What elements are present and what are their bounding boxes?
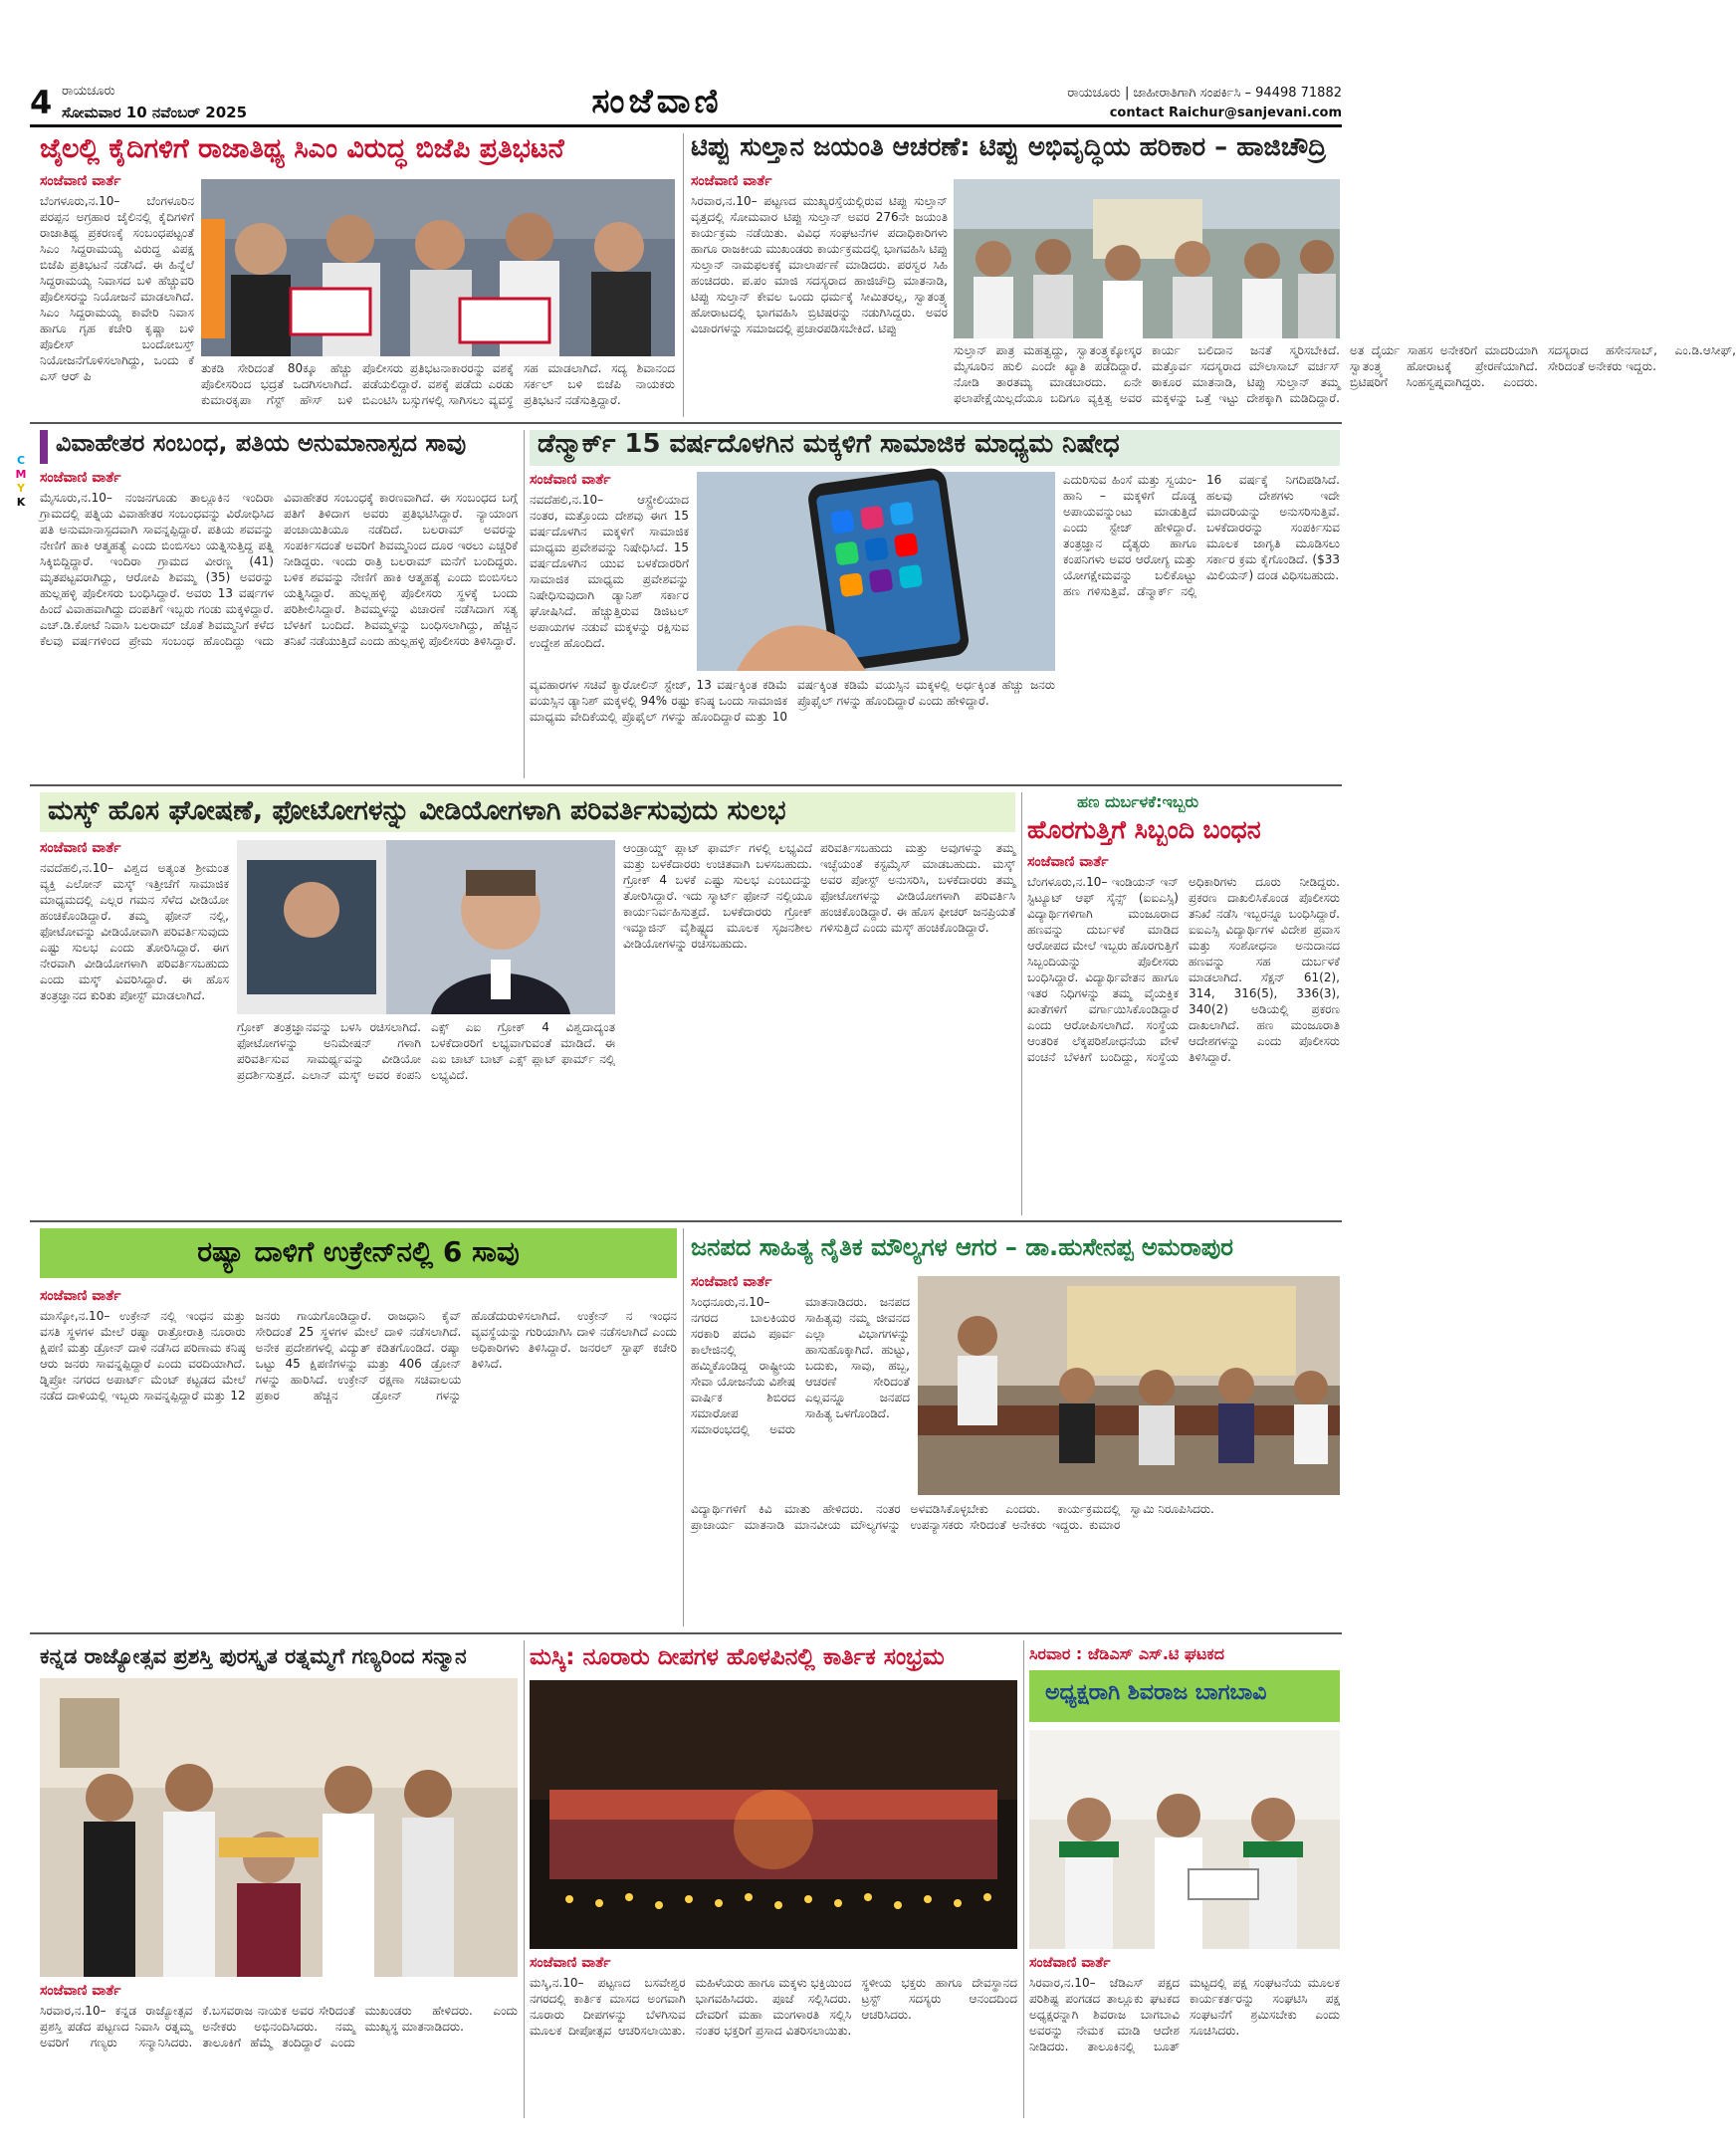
byline: ಸಂಜೆವಾಣಿ ವಾರ್ತೆ	[40, 1288, 121, 1304]
headline-denmark: ಡೆನ್ಮಾರ್ಕ್ 15 ವರ್ಷದೊಳಗಿನ ಮಕ್ಕಳಿಗೆ ಸಾಮಾಜಿಕ ಮಾಧ್ಯಮ ನಿಷೇಧ	[530, 430, 1340, 466]
byline: ಸಂಜೆವಾಣಿ ವಾರ್ತೆ	[40, 1983, 121, 1999]
byline: ಸಂಜೆವಾಣಿ ವಾರ್ತೆ	[40, 470, 121, 486]
article-jail	[40, 133, 677, 417]
newspaper-logo: ಸಂಜೆವಾಣಿ	[591, 82, 723, 121]
body-janapada-1: ಸಿಂಧನೂರು,ನ.10– ನಗರದ ಬಾಲಕಿಯರ ಸರಕಾರಿ ಪದವಿ ಪೂರ್ವ ಕಾಲೇಜಿನಲ್ಲಿ ಹಮ್ಮಿಕೊಂಡಿದ್ದ ರಾಷ್ಟ್ರೀಯ ಸೇವಾ ಯೋಜನೆಯ ವಿಶೇಷ ವಾರ್ಷಿಕ ಶಿಬಿರದ ಸಮಾರೋಪ ಸಮಾರಂಭದಲ್ಲಿ ಅವರು ಮಾತನಾಡಿದರು. ಜನಪದ ಸಾಹಿತ್ಯವು ನಮ್ಮ ಜೀವನದ ಎಲ್ಲಾ ವಿಭಾಗಗಳನ್ನು ಹಾಸುಹೊಕ್ಕಾಗಿದೆ. ಹುಟ್ಟು, ಬದುಕು, ಸಾವು, ಹಬ್ಬ, ಆಚರಣೆ ಸೇರಿದಂತೆ ಎಲ್ಲವನ್ನೂ ಜನಪದ ಸಾಹಿತ್ಯ ಒಳಗೊಂಡಿದೆ.	[691, 1295, 910, 1436]
kicker-jds: ಸಿರವಾರ : ಜೆಡಿಎಸ್ ಎಸ್.ಟಿ ಘಟಕದ	[1029, 1644, 1224, 1663]
kicker-bank: ಹಣ ದುರ್ಬಳಕೆ:ಇಬ್ಬರು	[1077, 792, 1199, 811]
body-musk-4: ಪರಿವರ್ತಿಸಬಹುದು ಮತ್ತು ಅವುಗಳನ್ನು ತಮ್ಮ ಇಚ್ಛೆಯಂತೆ ಕಸ್ಟಮೈಸ್ ಮಾಡಬಹುದು. ಮಸ್ಕ್ ಅವರ ಪೋಸ್ಟ್ ಅನುಸರಿಸಿ, ಬಳಕೆದಾರರು ತಮ್ಮ ಫೋಟೋಗಳನ್ನು ವೀಡಿಯೋಗಳಾಗಿ ಪರಿವರ್ತಿಸಿ ಹಂಚಿಕೊಂಡಿದ್ದಾರೆ. ಈ ಹೊಸ ಫೀಚರ್ ಜನಪ್ರಿಯತೆ ಗಳಿಸುತ್ತಿದೆ ಎಂದು ಮಸ್ಕ್ ಹಂಚಿಕೊಂಡಿದ್ದಾರೆ.	[820, 841, 1015, 935]
article-affair	[40, 430, 518, 778]
photo-elon-musk	[237, 840, 615, 1014]
article-maski	[530, 1640, 1017, 2118]
edition-city: ರಾಯಚೂರು	[62, 84, 115, 99]
byline: ಸಂಜೆವಾಣಿ ವಾರ್ತೆ	[1027, 854, 1109, 870]
article-tipu	[691, 132, 1736, 417]
body-musk-3: ಆಂಡ್ರಾಯ್ಡ್ ಪ್ಲಾಟ್ ಫಾರ್ಮ್ ಗಳಲ್ಲಿ ಲಭ್ಯವಿದೆ ಮತ್ತು ಬಳಕೆದಾರರು ಉಚಿತವಾಗಿ ಬಳಸಬಹುದು. ಗ್ರೋಕ್ 4 ಬಳಕೆ ಎಷ್ಟು ಸುಲಭ ಎಂಬುದನ್ನು ತೋರಿಸಿದ್ದಾರೆ. ಇದು ಸ್ಮಾರ್ಟ್ ಫೋನ್ ನಲ್ಲಿಯೂ ಕಾರ್ಯನಿರ್ವಹಿಸುತ್ತದೆ. ಬಳಕೆದಾರರು ಗ್ರೋಕ್ ಇಮ್ಯಾಜಿನ್ ವೈಶಿಷ್ಟ್ಯದ ಮೂಲಕ ಸೃಜನಶೀಲ ವೀಡಿಯೋಗಳನ್ನು ರಚಿಸಬಹುದು.	[623, 841, 812, 951]
column-divider	[1023, 1640, 1024, 2118]
column-divider	[683, 1228, 684, 1626]
body-tipu-2: ಸುಲ್ತಾನ್ ಪಾತ್ರ ಮಹತ್ವದ್ದು, ಸ್ವಾತಂತ್ರ್ಯಕ್ಕೋಸ್ಕರ ಮೈಸೂರಿನ ಹುಲಿ ಎಂದೇ ಖ್ಯಾತಿ ಪಡೆದಿದ್ದಾರೆ. ನೋಡಿ ತಾರತಮ್ಯ ಮಾಡಬಾರದು. ಏನೇ ಫಲಾಪೇಕ್ಷೆಯಿಲ್ಲದೆಯೂ ಬದಿಗೂ ವ್ಯಕ್ತಿತ್ವ ಅವರ ಕಾರ್ಯ ಬಲಿದಾನ ಜನತೆ ಸ್ಮರಿಸಬೇಕಿದೆ. ಮತ್ತೊರ್ವ ಸದಸ್ಯರಾದ ಮೌಲಾಸಾಬ್ ವರ್ಚಸ್ ಠಾಕೂರ ಮಾತನಾಡಿ, ಟಿಪ್ಪು ಸುಲ್ತಾನ್ ತಮ್ಮ ಮಕ್ಕಳನ್ನು ಒತ್ತೆ ಇಟ್ಟು ದೇಶಕ್ಕಾಗಿ ಮಡಿದಿದ್ದಾರೆ. ಅತ ದೈರ್ಯ ಸಾಹಸ ಅನೇಕರಿಗೆ ಮಾದರಿಯಾಗಿ ಸ್ವಾತಂತ್ರ್ಯ ಹೋರಾಟಕ್ಕೆ ಪ್ರೇರಣೆಯಾಗಿದೆ. ಬ್ರಿಟಿಷರಿಗೆ ಸಿಂಹಸ್ವಪ್ನವಾಗಿದ್ದರು. ಎಂದರು. ಸದಸ್ಯರಾದ ಹಸೇನಸಾಬ್, ಎಂ.ಡಿ.ಆಸೀಫ್, ಸೇರಿದಂತೆ ಅನೇಕರು ಇದ್ದರು.	[954, 343, 1736, 405]
body-bank: ಬೆಂಗಳೂರು,ನ.10– ಇಂಡಿಯನ್ ಇನ್ ಸ್ಟಿಟ್ಯೂಟ್ ಆಫ್ ಸೈನ್ಸ್ (ಐಐಎಸ್ಸಿ) ವಿದ್ಯಾರ್ಥಿಗಳಿಗಾಗಿ ಮಂಜೂರಾದ ಹಣವನ್ನು ದುರ್ಬಳಕೆ ಮಾಡಿದ ಆರೋಪದ ಮೇಲೆ ಇಬ್ಬರು ಹೊರಗುತ್ತಿಗೆ ಸಿಬ್ಬಂದಿಯನ್ನು ಪೊಲೀಸರು ಬಂಧಿಸಿದ್ದಾರೆ. ವಿದ್ಯಾರ್ಥಿವೇತನ ಹಾಗೂ ಇತರ ನಿಧಿಗಳನ್ನು ತಮ್ಮ ವೈಯಕ್ತಿಕ ಖಾತೆಗಳಿಗೆ ವರ್ಗಾಯಿಸಿಕೊಂಡಿದ್ದಾರೆ ಎಂದು ಆರೋಪಿಸಲಾಗಿದೆ. ಸಂಸ್ಥೆಯ ಆಂತರಿಕ ಲೆಕ್ಕಪರಿಶೋಧನೆಯ ವೇಳೆ ವಂಚನೆ ಬೆಳಕಿಗೆ ಬಂದಿದ್ದು, ಸಂಸ್ಥೆಯ ಅಧಿಕಾರಿಗಳು ದೂರು ನೀಡಿದ್ದರು. ಪ್ರಕರಣ ದಾಖಲಿಸಿಕೊಂಡ ಪೊಲೀಸರು ತನಿಖೆ ನಡೆಸಿ ಇಬ್ಬರನ್ನೂ ಬಂಧಿಸಿದ್ದಾರೆ. ಐಐಎಸ್ಸಿ ವಿದ್ಯಾರ್ಥಿಗಳ ವಿದೇಶ ಪ್ರವಾಸ ಮತ್ತು ಸಂಶೋಧನಾ ಅನುದಾನದ ಹಣವನ್ನು ಸಹ ದುರ್ಬಳಕೆ ಮಾಡಲಾಗಿದೆ. ಸೆಕ್ಷನ್ 61(2), 314, 316(5), 336(3), 340(2) ಅಡಿಯಲ್ಲಿ ಪ್ರಕರಣ ದಾಖಲಾಗಿದೆ. ಹಣ ಮಂಜೂರಾತಿ ಆದೇಶಗಳನ್ನು ಎಂದು ಪೊಲೀಸರು ತಿಳಿಸಿದ್ದಾರೆ.	[1027, 875, 1340, 1064]
masthead	[30, 82, 1342, 127]
byline: ಸಂಜೆವಾಣಿ ವಾರ್ತೆ	[40, 840, 121, 856]
body-jds: ಸಿರವಾರ,ನ.10– ಜೆಡಿಎಸ್ ಪಕ್ಷದ ಪರಿಶಿಷ್ಟ ಪಂಗಡದ ತಾಲ್ಲೂಕು ಘಟಕದ ಅಧ್ಯಕ್ಷರನ್ನಾಗಿ ಶಿವರಾಜ ಬಾಗಬಾವಿ ಅವರನ್ನು ನೇಮಕ ಮಾಡಿ ಆದೇಶ ನೀಡಿದರು. ತಾಲೂಕಿನಲ್ಲಿ ಬೂತ್ ಮಟ್ಟದಲ್ಲಿ ಪಕ್ಷ ಸಂಘಟನೆಯ ಮೂಲಕ ಕಾರ್ಯಕರ್ತರನ್ನು ಸಂಘಟಿಸಿ ಪಕ್ಷ ಸಂಘಟನೆಗೆ ಶ್ರಮಿಸಬೇಕು ಎಂದು ಸೂಚಿಸಿದರು.	[1029, 1976, 1340, 2053]
section-divider	[30, 1632, 1342, 1634]
headline-jds: ಅಧ್ಯಕ್ಷರಾಗಿ ಶಿವರಾಜ ಬಾಗಬಾವಿ	[1029, 1670, 1340, 1722]
body-maski: ಮಸ್ಕಿ,ನ.10– ಪಟ್ಟಣದ ಬಸವೇಶ್ವರ ನಗರದಲ್ಲಿ ಕಾರ್ತಿಕ ಮಾಸದ ಅಂಗವಾಗಿ ನೂರಾರು ದೀಪಗಳನ್ನು ಬೆಳಗಿಸುವ ಮೂಲಕ ದೀಪೋತ್ಸವ ಆಚರಿಸಲಾಯಿತು. ಮಹಿಳೆಯರು ಹಾಗೂ ಮಕ್ಕಳು ಭಕ್ತಿಯಿಂದ ಭಾಗವಹಿಸಿದರು. ಪೂಜೆ ಸಲ್ಲಿಸಿದರು. ದೇವರಿಗೆ ಮಹಾ ಮಂಗಳಾರತಿ ಸಲ್ಲಿಸಿ ನಂತರ ಭಕ್ತರಿಗೆ ಪ್ರಸಾದ ವಿತರಿಸಲಾಯಿತು. ಸ್ಥಳೀಯ ಭಕ್ತರು ಹಾಗೂ ದೇವಸ್ಥಾನದ ಟ್ರಸ್ಟ್ ಸದಸ್ಯರು ಆನಂದದಿಂದ ಆಚರಿಸಿದರು.	[530, 1976, 1017, 2038]
ad-contact-line: ರಾಯಚೂರು | ಜಾಹೀರಾತಿಗಾಗಿ ಸಂಪರ್ಕಿಸಿ – 94498 71882	[1067, 86, 1342, 101]
byline: ಸಂಜೆವಾಣಿ ವಾರ್ತೆ	[530, 472, 611, 488]
headline-award: ಕನ್ನಡ ರಾಜ್ಯೋತ್ಸವ ಪ್ರಶಸ್ತಿ ಪುರಸ್ಕೃತ ರತ್ನಮ್ಮಗೆ ಗಣ್ಯರಿಂದ ಸನ್ಮಾನ	[40, 1644, 467, 1668]
body-denmark-1: ನವದೆಹಲಿ,ನ.10– ಆಸ್ಟ್ರೇಲಿಯಾದ ನಂತರ, ಮತ್ತೊಂದು ದೇಶವು ಈಗ 15 ವರ್ಷದೊಳಗಿನ ಮಕ್ಕಳಿಗೆ ಸಾಮಾಜಿಕ ಮಾಧ್ಯಮ ಪ್ರವೇಶವನ್ನು ನಿಷೇಧಿಸಿದೆ. 15 ವರ್ಷದೊಳಗಿನ ಯುವ ಬಳಕೆದಾರರಿಗೆ ಸಾಮಾಜಿಕ ಮಾಧ್ಯಮ ಪ್ರವೇಶವನ್ನು ನಿಷೇಧಿಸುವುದಾಗಿ ಡ್ಯಾನಿಶ್ ಸರ್ಕಾರ ಘೋಷಿಸಿದೆ. ಹೆಚ್ಚುತ್ತಿರುವ ಡಿಜಿಟಲ್ ಅಪಾಯಗಳ ನಡುವೆ ಮಕ್ಕಳನ್ನು ರಕ್ಷಿಸುವ ಉದ್ದೇಶ ಹೊಂದಿದೆ.	[530, 493, 689, 650]
headline-musk: ಮಸ್ಕ್ ಹೊಸ ಘೋಷಣೆ, ಫೋಟೋಗಳನ್ನು ವೀಡಿಯೋಗಳಾಗಿ ಪರಿವರ್ತಿಸುವುದು ಸುಲಭ	[40, 792, 1015, 832]
byline: ಸಂಜೆವಾಣಿ ವಾರ್ತೆ	[40, 173, 121, 189]
email-contact-line: contact Raichur@sanjevani.com	[1109, 106, 1342, 120]
headline-jail: ಜೈಲಲ್ಲಿ ಕೈದಿಗಳಿಗೆ ರಾಜಾತಿಥ್ಯ ಸಿಎಂ ವಿರುದ್ಧ ಬಿಜೆಪಿ ಪ್ರತಿಭಟನೆ	[40, 133, 564, 164]
page-number: 4	[30, 84, 53, 121]
edition-date: ಸೋಮವಾರ 10 ನವೆಂಬರ್ 2025	[62, 104, 248, 121]
photo-bjp-protest	[201, 179, 675, 356]
body-jail-2: ತುಕಡಿ ಸೇರಿದಂತೆ 80ಕ್ಕೂ ಹೆಚ್ಚು ಪೊಲೀಸರಿಂದ ಭದ್ರತೆ ಒದಗಿಸಲಾಗಿದೆ. ಕುಮಾರಕೃಪಾ ಗೆಸ್ಟ್ ಹೌಸ್ ಬಳಿ ಪೊಲೀಸರು ಪ್ರತಿಭಟನಾಕಾರರನ್ನು ವಶಕ್ಕೆ ಪಡೆಯಲಿದ್ದಾರೆ. ವಶಕ್ಕೆ ಪಡೆದು ಎರಡು ಬಿಎಂಟಿಸಿ ಬಸ್ಸುಗಳಲ್ಲಿ ಸಾಗಿಸಲು ವ್ಯವಸ್ಥೆ ಸಹ ಮಾಡಲಾಗಿದೆ. ಸದ್ಯ ಶಿವಾನಂದ ಸರ್ಕಲ್ ಬಳಿ ಬಿಜೆಪಿ ನಾಯಕರು ಪ್ರತಿಭಟನೆ ನಡೆಸುತ್ತಿದ್ದಾರೆ.	[201, 361, 675, 407]
article-russia	[40, 1228, 677, 1626]
article-jds	[1029, 1640, 1340, 2118]
photo-jds-appointment	[1029, 1730, 1340, 1949]
body-tipu-1: ಸಿರವಾರ,ನ.10– ಪಟ್ಟಣದ ಮುಖ್ಯರಸ್ತೆಯಲ್ಲಿರುವ ಟಿಪ್ಪು ಸುಲ್ತಾನ್ ವೃತ್ತದಲ್ಲಿ ಸೋಮವಾರ ಟಿಪ್ಪು ಸುಲ್ತಾನ್ ಅವರ 276ನೇ ಜಯಂತಿ ಕಾರ್ಯಕ್ರಮ ನಡೆಯಿತು. ವಿವಿಧ ಸಂಘಟನೆಗಳ ಪದಾಧಿಕಾರಿಗಳು ಹಾಗೂ ರಾಜಕೀಯ ಮುಖಂಡರು ಕಾರ್ಯಕ್ರಮದಲ್ಲಿ ಭಾಗವಹಿಸಿ ಟಿಪ್ಪು ಸುಲ್ತಾನ್ ನಾಮಫಲಕಕ್ಕೆ ಮಾಲಾರ್ಪಣೆ ಮಾಡಿದರು. ಪರಸ್ವರ ಸಿಹಿ ಹಂಚಿದರು. ಪ.ಪಂ ಮಾಜಿ ಸದಸ್ಯರಾದ ಹಾಜಿಚೌದ್ರಿ ಮಾತನಾಡಿ, ಟಿಪ್ಪು ಸುಲ್ತಾನ್ ಕೇವಲ ಒಂದು ಧರ್ಮಕ್ಕೆ ಸೀಮಿತರಲ್ಲ, ಸ್ವಾತಂತ್ರ್ಯ ಹೋರಾಟದಲ್ಲಿ ಭಾಗವಹಿಸಿ ಬ್ರಿಟಿಷರನ್ನು ನಡುಗಿಸಿದ್ದರು. ಅವರ ವಿಚಾರಗಳನ್ನು ಸಮಾಜದಲ್ಲಿ ಪ್ರಚಾರಪಡಿಸಬೇಕಿದೆ. ಟಿಪ್ಪು	[691, 194, 948, 335]
photo-tipu-jayanti	[954, 179, 1340, 338]
article-bank	[1027, 792, 1340, 1215]
body-musk-2: ಗ್ರೋಕ್ ತಂತ್ರಜ್ಞಾನವನ್ನು ಬಳಸಿ ರಚಿಸಲಾಗಿದೆ. ಫೋಟೋಗಳನ್ನು ಅನಿಮೇಷನ್ ಗಳಾಗಿ ಪರಿವರ್ತಿಸುವ ಸಾಮರ್ಥ್ಯವನ್ನು ವೀಡಿಯೋ ಪ್ರದರ್ಶಿಸುತ್ತದೆ. ಎಲಾನ್ ಮಸ್ಕ್ ಅವರ ಕಂಪನಿ ಎಕ್ಸ್ ಎಐ ಗ್ರೋಕ್ 4 ವಿಶ್ವದಾದ್ಯಂತ ಬಳಕೆದಾರರಿಗೆ ಲಭ್ಯವಾಗುವಂತೆ ಮಾಡಿದೆ. ಈ ಎಐ ಚಾಟ್ ಬಾಟ್ ಎಕ್ಸ್ ಪ್ಲಾಟ್ ಫಾರ್ಮ್ ನಲ್ಲಿ ಲಭ್ಯವಿದೆ.	[237, 1020, 615, 1082]
section-divider	[30, 1220, 1342, 1222]
body-denmark-2: ವ್ಯವಹಾರಗಳ ಸಚಿವೆ ಕ್ಯಾರೋಲಿನ್ ಸ್ಟೇಜ್, 13 ವರ್ಷಕ್ಕಿಂತ ಕಡಿಮೆ ವಯಸ್ಸಿನ ಡ್ಯಾನಿಶ್ ಮಕ್ಕಳಲ್ಲಿ 94% ರಷ್ಟು ಕನಿಷ್ಠ ಒಂದು ಸಾಮಾಜಿಕ ಮಾಧ್ಯಮ ವೇದಿಕೆಯಲ್ಲಿ ಪ್ರೊಫೈಲ್ ಗಳನ್ನು ಹೊಂದಿದ್ದಾರೆ ಮತ್ತು 10 ವರ್ಷಕ್ಕಿಂತ ಕಡಿಮೆ ವಯಸ್ಸಿನ ಮಕ್ಕಳಲ್ಲಿ ಅರ್ಧಕ್ಕಿಂತ ಹೆಚ್ಚು ಜನರು ಪ್ರೊಫೈಲ್ ಗಳನ್ನು ಹೊಂದಿದ್ದಾರೆ ಎಂದು ಹೇಳಿದ್ದಾರೆ.	[530, 678, 1055, 724]
headline-bank: ಹೊರಗುತ್ತಿಗೆ ಸಿಬ್ಬಂದಿ ಬಂಧನ	[1027, 815, 1261, 844]
byline: ಸಂಜೆವಾಣಿ ವಾರ್ತೆ	[691, 1274, 772, 1290]
cmyk-m: M	[15, 468, 27, 481]
byline: ಸಂಜೆವಾಣಿ ವಾರ್ತೆ	[1029, 1955, 1111, 1971]
body-russia: ಮಾಸ್ಕೋ,ನ.10– ಉಕ್ರೇನ್ ನಲ್ಲಿ ಇಂಧನ ಮತ್ತು ವಸತಿ ಸ್ಥಳಗಳ ಮೇಲೆ ರಷ್ಯಾ ರಾತ್ರೋರಾತ್ರಿ ನೂರಾರು ಕ್ಷಿಪಣಿ ಮತ್ತು ಡ್ರೋನ್ ದಾಳಿ ನಡೆಸಿದ ಪರಿಣಾಮ ಕನಿಷ್ಠ ಆರು ಜನರು ಸಾವನ್ನಪ್ಪಿದ್ದಾರೆ ಎಂದು ವರದಿಯಾಗಿದೆ. ಡ್ನಿಪ್ರೋ ನಗರದ ಅಪಾರ್ಟ್ ಮೆಂಟ್ ಕಟ್ಟಡದ ಮೇಲೆ ನಡೆದ ದಾಳಿಯಲ್ಲಿ ಇಬ್ಬರು ಸಾವನ್ನಪ್ಪಿದ್ದಾರೆ ಮತ್ತು 12 ಜನರು ಗಾಯಗೊಂಡಿದ್ದಾರೆ. ರಾಜಧಾನಿ ಕೈವ್ ಸೇರಿದಂತೆ 25 ಸ್ಥಳಗಳ ಮೇಲೆ ದಾಳಿ ನಡೆಸಲಾಗಿದೆ. ಅನೇಕ ಪ್ರದೇಶಗಳಲ್ಲಿ ವಿದ್ಯುತ್ ಕಡಿತಗೊಂಡಿದೆ. ರಷ್ಯಾ ಒಟ್ಟು 45 ಕ್ಷಿಪಣಿಗಳನ್ನು ಮತ್ತು 406 ಡ್ರೋನ್ ಗಳನ್ನು ಹಾರಿಸಿದೆ. ಉಕ್ರೇನ್ ರಕ್ಷಣಾ ಸಚಿವಾಲಯ ಪ್ರಕಾರ ಹೆಚ್ಚಿನ ಡ್ರೋನ್ ಗಳನ್ನು ಹೊಡೆದುರುಳಿಸಲಾಗಿದೆ. ಉಕ್ರೇನ್ ನ ಇಂಧನ ವ್ಯವಸ್ಥೆಯನ್ನು ಗುರಿಯಾಗಿಸಿ ದಾಳಿ ನಡೆಸಲಾಗಿದೆ ಎಂದು ಅಧಿಕಾರಿಗಳು ತಿಳಿಸಿದ್ದಾರೆ. ಜನರಲ್ ಸ್ಟಾಫ್ ಕಚೇರಿ ತಿಳಿಸಿದೆ.	[40, 1309, 677, 1402]
cmyk-y: Y	[17, 482, 25, 495]
body-denmark-3: ಎದುರಿಸುವ ಹಿಂಸೆ ಮತ್ತು ಸ್ವಯಂ-ಹಾನಿ – ಮಕ್ಕಳಿಗೆ ದೊಡ್ಡ ಅಪಾಯವನ್ನುಂಟು ಮಾಡುತ್ತಿದೆ ಎಂದು ಸ್ಟೇಜ್ ಹೇಳಿದ್ದಾರೆ. ತಂತ್ರಜ್ಞಾನ ದೈತ್ಯರು ಹಾಗೂ ಕಂಪನಿಗಳು ಅವರ ಆರೋಗ್ಯ ಮತ್ತು ಯೋಗಕ್ಷೇಮವನ್ನು ಬಲಿಕೊಟ್ಟು ಹಣ ಗಳಿಸುತ್ತಿವೆ. ಡೆನ್ಮಾರ್ಕ್ ನಲ್ಲಿ 16 ವರ್ಷಕ್ಕೆ ನಿಗದಿಪಡಿಸಿದೆ. ಹಲವು ದೇಶಗಳು ಇದೇ ಮಾದರಿಯನ್ನು ಅನುಸರಿಸುತ್ತಿವೆ. ಬಳಕೆದಾರರನ್ನು ಸಂಪರ್ಕಿಸುವ ಮೂಲಕ ಜಾಗೃತಿ ಮೂಡಿಸಲು ಸರ್ಕಾರ ಕ್ರಮ ಕೈಗೊಂಡಿದೆ. ($33 ಮಿಲಿಯನ್) ದಂಡ ವಿಧಿಸಬಹುದು.	[1063, 473, 1340, 598]
article-janapada	[691, 1228, 1340, 1626]
cmyk-k: K	[16, 496, 26, 509]
byline: ಸಂಜೆವಾಣಿ ವಾರ್ತೆ	[530, 1955, 611, 1971]
body-affair: ಮೈಸೂರು,ನ.10– ನಂಜನಗೂಡು ತಾಲ್ಲೂಕಿನ ಇಂದಿರಾ ಗ್ರಾಮದಲ್ಲಿ ಪತ್ನಿಯ ವಿವಾಹೇತರ ಸಂಬಂಧವನ್ನು ವಿರೋಧಿಸಿದ ಪತಿ ಅನುಮಾನಾಸ್ಪದವಾಗಿ ಸಾವನ್ನಪ್ಪಿದ್ದಾರೆ. ಪತಿಯ ಶವವನ್ನು ನೇಣಿಗೆ ಹಾಕಿ ಆತ್ಮಹತ್ಯೆ ಎಂದು ಬಿಂಬಿಸಲು ಯತ್ನಿಸುತ್ತಿದ್ದ ಪತ್ನಿ ಸಿಕ್ಕಿಬಿದ್ದಿದ್ದಾರೆ. ಇಂದಿರಾ ಗ್ರಾಮದ ವೀರಣ್ಣ (41) ಮೃತಪಟ್ಟವರಾಗಿದ್ದು, ಆರೋಪಿ ಶಿವಮ್ಮ (35) ಅವರನ್ನು ಹುಲ್ಲಹಳ್ಳಿ ಪೊಲೀಸರು ಬಂಧಿಸಿದ್ದಾರೆ. ಅವರು 13 ವರ್ಷಗಳ ಹಿಂದೆ ವಿವಾಹವಾಗಿದ್ದು ದಂಪತಿಗೆ ಇಬ್ಬರು ಗಂಡು ಮಕ್ಕಳಿದ್ದಾರೆ. ಎಚ್.ಡಿ.ಕೋಟೆ ನಿವಾಸಿ ಬಲರಾಮ್ ಜೊತೆ ಶಿವಮ್ಮನಿಗೆ ಕಳೆದ ಕೆಲವು ವರ್ಷಗಳಿಂದ ಪ್ರೇಮ ಸಂಬಂಧ ಹೊಂದಿದ್ದು ಇದು ವಿವಾಹೇತರ ಸಂಬಂಧಕ್ಕೆ ಕಾರಣವಾಗಿದೆ. ಈ ಸಂಬಂಧದ ಬಗ್ಗೆ ಪತಿಗೆ ತಿಳಿದಾಗ ಅವರು ಪ್ರತಿಭಟಿಸಿದ್ದಾರೆ. ನ್ಯಾಯಾಂಗ ಪಂಚಾಯಿತಿಯೂ ನಡೆದಿದೆ. ಬಲರಾಮ್ ಅವರನ್ನು ಸಂಪರ್ಕಿಸದಂತೆ ಅವರಿಗೆ ಶಿವಮ್ಮನಿಂದ ದೂರ ಇರಲು ಎಚ್ಚರಿಕೆ ನೀಡಿದ್ದರು. ಇಂದು ರಾತ್ರಿ ಬಲರಾಮ್ ಮನೆಗೆ ಬಂದಿದ್ದರು. ಬಳಿಕ ಶವವನ್ನು ನೇಣಿಗೆ ಹಾಕಿ ಆತ್ಮಹತ್ಯೆ ಎಂದು ಬಿಂಬಿಸಲು ಯತ್ನಿಸಿದ್ದಾರೆ. ಹುಲ್ಲಹಳ್ಳಿ ಪೊಲೀಸರು ಸ್ಥಳಕ್ಕೆ ಬಂದು ಪರಿಶೀಲಿಸಿದ್ದಾರೆ. ಶಿವಮ್ಮಳನ್ನು ವಿಚಾರಣೆ ನಡೆಸಿದಾಗ ಸತ್ಯ ಬೆಳಕಿಗೆ ಬಂದಿದೆ. ಶಿವಮ್ಮಳನ್ನು ಬಂಧಿಸಲಾಗಿದ್ದು, ಹೆಚ್ಚಿನ ತನಿಖೆ ನಡೆಯುತ್ತಿದೆ ಎಂದು ಹುಲ್ಲಹಳ್ಳಿ ಪೊಲೀಸರು ತಿಳಿಸಿದ್ದಾರೆ.	[40, 491, 518, 648]
body-janapada-2: ವಿದ್ಯಾರ್ಥಿಗಳಿಗೆ ಕಿವಿ ಮಾತು ಹೇಳಿದರು. ನಂತರ ಪ್ರಾಚಾರ್ಯ ಮಾತನಾಡಿ ಮಾನವೀಯ ಮೌಲ್ಯಗಳನ್ನು ಅಳವಡಿಸಿಕೊಳ್ಳಬೇಕು ಎಂದರು. ಕಾರ್ಯಕ್ರಮದಲ್ಲಿ ಉಪನ್ಯಾಸಕರು ಸೇರಿದಂತೆ ಅನೇಕರು ಇದ್ದರು. ಕುಮಾರ ಸ್ವಾಮಿ ನಿರೂಪಿಸಿದರು.	[691, 1502, 1214, 1532]
photo-nss-camp	[918, 1276, 1340, 1495]
headline-russia: ರಷ್ಯಾ ದಾಳಿಗೆ ಉಕ್ರೇನ್‌ನಲ್ಲಿ 6 ಸಾವು	[40, 1228, 677, 1278]
photo-phone-social-apps	[697, 472, 1055, 671]
byline: ಸಂಜೆವಾಣಿ ವಾರ್ತೆ	[691, 173, 772, 189]
section-divider	[30, 422, 1342, 424]
article-musk	[40, 792, 1015, 1215]
column-divider	[1021, 792, 1022, 1215]
headline-tipu: ಟಿಪ್ಪು ಸುಲ್ತಾನ ಜಯಂತಿ ಆಚರಣೆ: ಟಿಪ್ಪು ಅಭಿವೃದ್ಧಿಯ ಹರಿಕಾರ – ಹಾಜಿಚೌದ್ರಿ	[691, 132, 1327, 162]
photo-deepotsava	[530, 1680, 1017, 1949]
body-award: ಸಿರವಾರ,ನ.10– ಕನ್ನಡ ರಾಜ್ಯೋತ್ಸವ ಪ್ರಶಸ್ತಿ ಪಡೆದ ಪಟ್ಟಣದ ನಿವಾಸಿ ರತ್ನಮ್ಮ ಅವರಿಗೆ ಗಣ್ಯರು ಸನ್ಮಾನಿಸಿದರು. ಕೆ.ಬಸವರಾಜ ನಾಯಕ ಅವರ ಸೇರಿದಂತೆ ಅನೇಕರು ಅಭಿನಂದಿಸಿದರು. ನಮ್ಮ ತಾಲೂಕಿಗೆ ಹೆಮ್ಮೆ ತಂದಿದ್ದಾರೆ ಎಂದು ಮುಖಂಡರು ಹೇಳಿದರು. ಎಂದು ಮುಖ್ಯಸ್ಥ ಮಾತನಾಡಿದರು.	[40, 2004, 518, 2049]
article-denmark	[530, 430, 1340, 778]
headline-maski: ಮಸ್ಕಿ: ನೂರಾರು ದೀಪಗಳ ಹೊಳಪಿನಲ್ಲಿ ಕಾರ್ತಿಕ ಸಂಭ್ರಮ	[530, 1644, 945, 1670]
headline-janapada: ಜನಪದ ಸಾಹಿತ್ಯ ನೈತಿಕ ಮೌಲ್ಯಗಳ ಆಗರ – ಡಾ.ಹುಸೇನಪ್ಪ ಅಮರಾಪುರ	[691, 1233, 1233, 1261]
body-musk-1: ನವದೆಹಲಿ,ನ.10– ವಿಶ್ವದ ಅತ್ಯಂತ ಶ್ರೀಮಂತ ವ್ಯಕ್ತಿ ಎಲೋನ್ ಮಸ್ಕ್ ಇತ್ತೀಚೆಗೆ ಸಾಮಾಜಿಕ ಮಾಧ್ಯಮದಲ್ಲಿ ಎಲ್ಲರ ಗಮನ ಸೆಳೆದ ವೀಡಿಯೋ ಹಂಚಿಕೊಂಡಿದ್ದಾರೆ. ತಮ್ಮ ಫೋನ್ ನಲ್ಲಿ, ಫೋಟೋವನ್ನು ವೀಡಿಯೋವಾಗಿ ಪರಿವರ್ತಿಸುವುದು ಎಷ್ಟು ಸುಲಭ ಎಂದು ತೋರಿಸಿದ್ದಾರೆ. ಈಗ ನೇರವಾಗಿ ವೀಡಿಯೋಗಳಾಗಿ ಪರಿವರ್ತಿಸಬಹುದು ಎಂದು ಮಸ್ಕ್ ವಿವರಿಸಿದ್ದಾರೆ. ಈ ಹೊಸ ತಂತ್ರಜ್ಞಾನದ ಕುರಿತು ಪೋಸ್ಟ್ ಮಾಡಲಾಗಿದೆ.	[40, 861, 229, 1002]
column-divider	[524, 430, 525, 778]
section-divider	[30, 784, 1342, 786]
column-divider	[524, 1640, 525, 2118]
body-jail-1: ಬೆಂಗಳೂರು,ನ.10– ಬೆಂಗಳೂರಿನ ಪರಪ್ಪನ ಅಗ್ರಹಾರ ಜೈಲಿನಲ್ಲಿ ಕೈದಿಗಳಿಗೆ ರಾಜಾತಿಥ್ಯ ಪ್ರಕರಣಕ್ಕೆ ಸಂಬಂಧಪಟ್ಟಂತೆ ಸಿಎಂ ಸಿದ್ದರಾಮಯ್ಯ ವಿರುದ್ಧ ವಿಪಕ್ಷ ಬಿಜೆಪಿ ಪ್ರತಿಭಟನೆ ನಡೆಸಿದೆ. ಈ ಹಿನ್ನೆಲೆ ಸಿದ್ದರಾಮಯ್ಯ ನಿವಾಸದ ಬಳಿ ಹೆಚ್ಚುವರಿ ಪೊಲೀಸರನ್ನು ನಿಯೋಜನೆ ಮಾಡಲಾಗಿದೆ. ಸಿಎಂ ಸಿದ್ದರಾಮಯ್ಯ ಕಾವೇರಿ ನಿವಾಸ ಹಾಗೂ ಗೃಹ ಕಚೇರಿ ಕೃಷ್ಣಾ ಬಳಿ ಪೊಲೀಸ್ ಬಂದೋಬಸ್ತ್ ನಿಯೋಜನೆಗೊಳಿಸಲಾಗಿದ್ದು, ಒಂದು ಕೆ ಎಸ್ ಆರ್ ಪಿ	[40, 194, 194, 383]
headline-affair: ವಿವಾಹೇತರ ಸಂಬಂಧ, ಪತಿಯ ಅನುಮಾನಾಸ್ಪದ ಸಾವು	[40, 430, 518, 464]
article-award	[40, 1640, 518, 2118]
column-divider	[683, 133, 684, 417]
photo-award-felicitation	[40, 1678, 518, 1977]
cmyk-c: C	[16, 454, 26, 467]
